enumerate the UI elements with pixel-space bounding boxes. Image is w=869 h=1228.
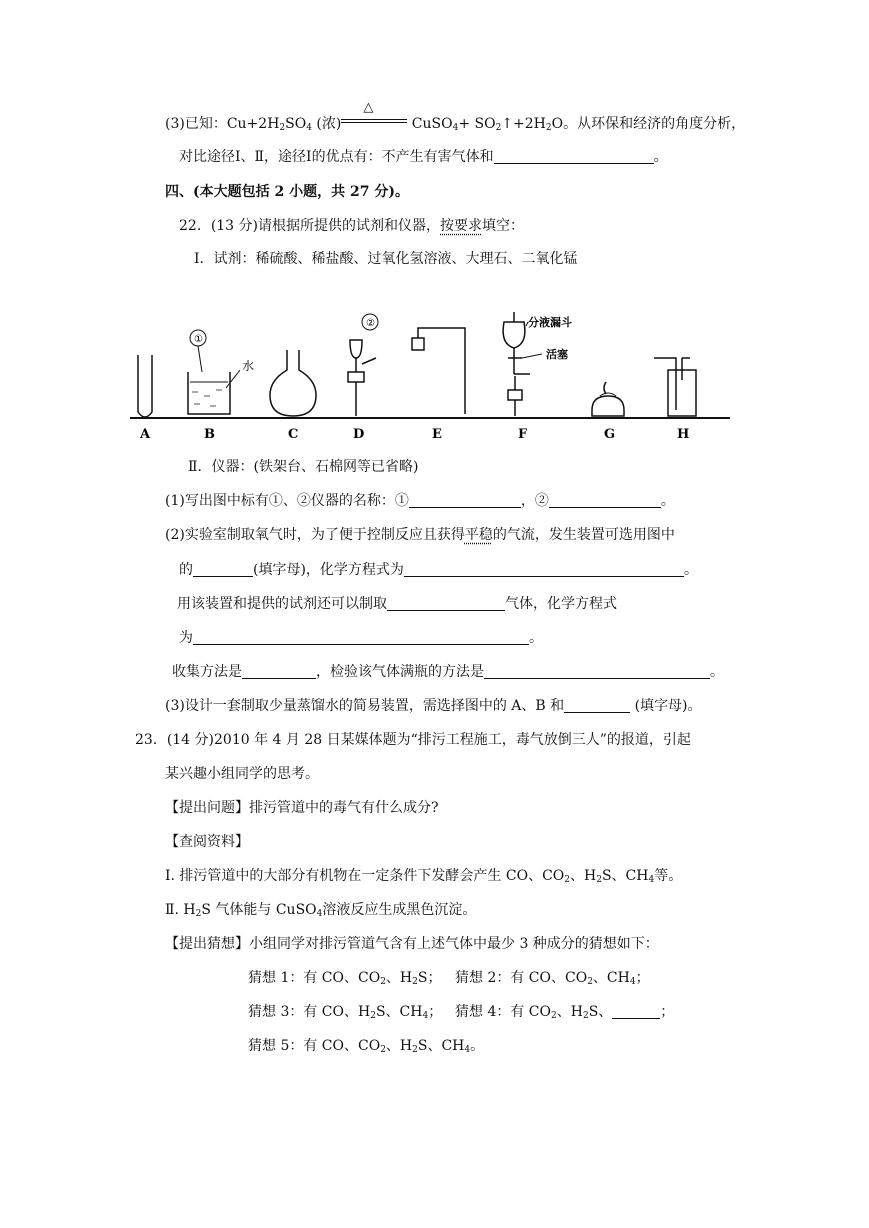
alcohol-lamp-G [592, 382, 624, 416]
answer-blank-device[interactable] [193, 562, 253, 577]
label-D: D [353, 427, 365, 442]
q22-part2-line2: 的 (填字母)，化学方程式为 。 [179, 562, 698, 578]
answer-blank-gas[interactable] [387, 596, 505, 611]
q22-head: 22．(13 分)请根据所提供的试剂和仪器，按要求填空： [179, 218, 525, 234]
q22-reagents: Ⅰ．试剂：稀硫酸、稀盐酸、过氧化氢溶液、大理石、二氧化锰 [194, 251, 578, 267]
answer-blank-collect[interactable] [242, 664, 316, 679]
heating-condition [341, 100, 407, 130]
q22-part2-line5: 收集方法是 ，检验该气体满瓶的方法是 。 [172, 664, 724, 680]
q21-part3-line2: 对比途径Ⅰ、Ⅱ，途径Ⅰ的优点有：不产生有害气体和 。 [179, 149, 668, 165]
q22-part3: (3)设计一套制取少量蒸馏水的简易装置，需选择图中的 A、B 和 (填字母)。 [165, 698, 702, 714]
answer-blank-guess4[interactable] [612, 1004, 660, 1019]
q21-part3-line1: (3)已知：$Cu+2H_2SO_4$ (浓) △ CuSO$_4$+ $SO_2↑+2H_2O$。从环保和经济的角度分析， [165, 100, 746, 133]
funnel-F [503, 312, 572, 416]
guess-5: 猜想 5：有 CO、$CO_2$、$H_2S$、$CH_4$。 [248, 1038, 485, 1055]
beaker-B [188, 330, 254, 414]
section-title: 四、(本大题包括 2 小题，共 27 分)。 [165, 184, 409, 200]
test-tube-A [138, 355, 152, 417]
guess-3: 猜想 3：有 CO、$H_2S$、$CH_4$； [248, 1004, 443, 1021]
q22-part1: (1)写出图中标有①、②仪器的名称：① ，② 。 [165, 493, 675, 509]
circle-label-2: ② [366, 318, 375, 329]
q23-lookup: 【查阅资料】 [165, 834, 249, 850]
bent-tube-E [412, 328, 465, 414]
answer-blank-2[interactable] [549, 493, 661, 508]
answer-blank-equation-2[interactable] [193, 630, 529, 645]
q22-instruments: Ⅱ．仪器：(铁架台、石棉网等已省略) [188, 459, 419, 475]
q22-part2-line3: 用该装置和提供的试剂还可以制取 气体，化学方程式 [177, 596, 617, 612]
funnel-label: 分液漏斗 [528, 316, 572, 329]
label-H: H [677, 427, 690, 442]
q23-question: 【提出问题】排污管道中的毒气有什么成分? [165, 800, 439, 816]
guess-4: 猜想 4：有 $CO_2$、$H_2S$、 ； [455, 1004, 675, 1021]
label-C: C [288, 427, 299, 442]
triangle-icon: △ [363, 100, 374, 115]
flask-C [270, 350, 316, 416]
label-B: B [204, 427, 215, 442]
q22-part2-line4: 为 。 [179, 630, 543, 646]
stopcock-label: 活塞 [546, 348, 568, 361]
q23-guess-head: 【提出猜想】小组同学对排污管道气含有上述气体中最少 3 种成分的猜想如下： [165, 936, 659, 952]
answer-blank-1[interactable] [409, 493, 521, 508]
label-F: F [518, 427, 528, 442]
answer-blank-letters[interactable] [564, 698, 630, 713]
q23-head: 23．(14 分)2010 年 4 月 28 日某媒体题为“排污工程施工，毒气放倒三人”的报道，引起 [135, 732, 691, 748]
water-label: 水 [242, 359, 255, 373]
circle-label-1: ① [194, 334, 203, 345]
apparatus-figure [130, 300, 730, 445]
funnel-D [348, 314, 378, 416]
q23-info2: Ⅱ. $H_2S$ 气体能与 CuSO$_4$溶液反应生成黑色沉淀。 [165, 902, 477, 919]
gas-bottle-H [654, 358, 696, 416]
answer-blank-equation[interactable] [404, 562, 684, 577]
q23-info1: Ⅰ. 排污管道中的大部分有机物在一定条件下发酵会产生 CO、$CO_2$、$H_2S$、$CH_4$等。 [165, 868, 683, 885]
answer-blank-check[interactable] [484, 664, 710, 679]
guess-2: 猜想 2：有 CO、$CO_2$、$CH_4$； [455, 970, 650, 987]
label-A: A [140, 427, 151, 442]
q23-head2: 某兴趣小组同学的思考。 [165, 766, 319, 782]
answer-blank[interactable] [494, 149, 654, 164]
label-E: E [432, 427, 442, 442]
guess-1: 猜想 1：有 CO、$CO_2$、$H_2S$； [248, 970, 442, 987]
label-G: G [604, 427, 616, 442]
q22-part2-line1: (2)实验室制取氧气时，为了便于控制反应且获得平稳的气流，发生装置可选用图中 [165, 527, 675, 543]
